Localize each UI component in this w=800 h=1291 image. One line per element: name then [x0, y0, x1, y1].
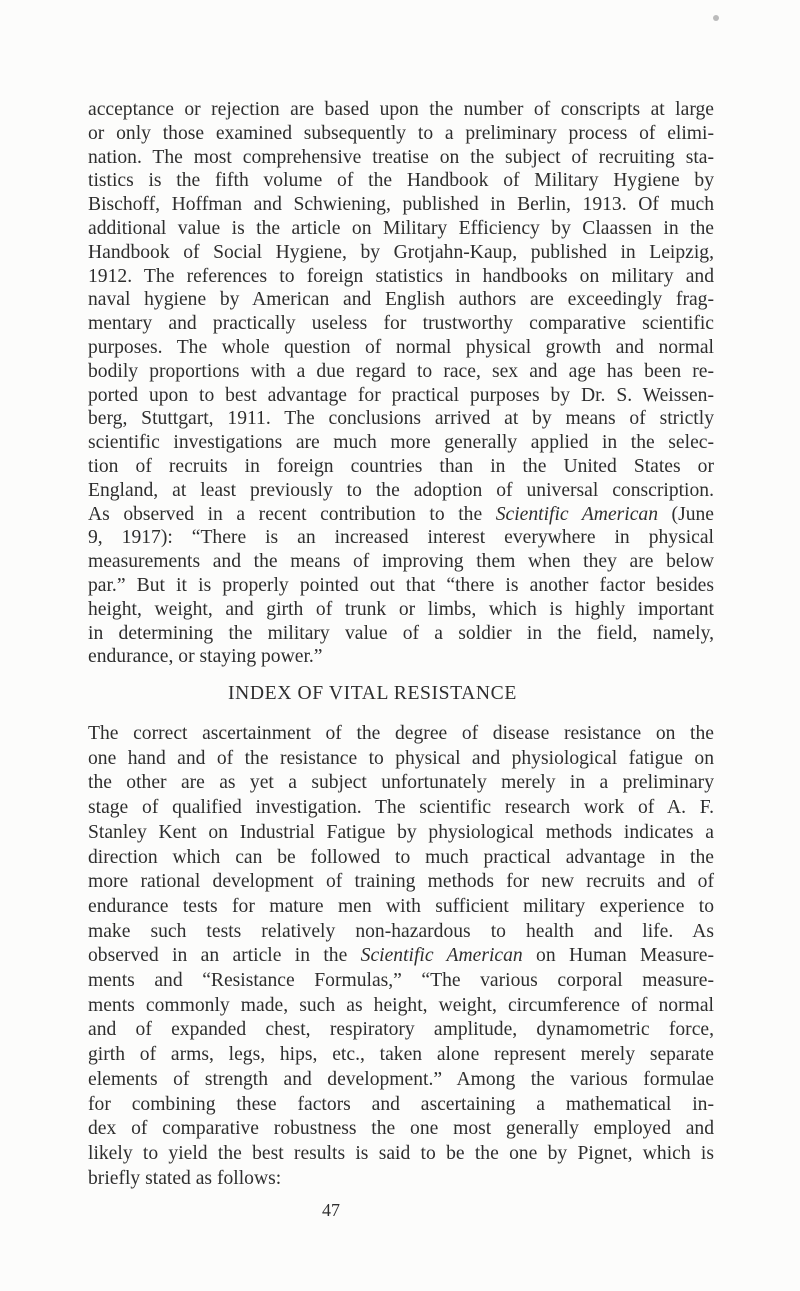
text-line — [88, 385, 714, 407]
text-line — [88, 1069, 714, 1091]
text-segment: in determining the military value of a soldier in the field, namely, — [88, 622, 714, 644]
text-segment: one hand and of the resistance to physical and physiological fatigue on — [88, 747, 714, 769]
text-line — [88, 723, 714, 745]
text-line — [88, 646, 714, 668]
text-line — [88, 847, 714, 869]
text-line — [88, 1168, 714, 1190]
text-segment: make such tests relatively non-hazardous to health and life. As — [88, 920, 714, 942]
text-line — [88, 1118, 714, 1140]
text-segment: (June — [658, 503, 714, 525]
text-line — [88, 1019, 714, 1041]
text-line — [88, 218, 714, 240]
text-line — [88, 748, 714, 770]
text-line — [88, 945, 714, 967]
text-line — [88, 1044, 714, 1066]
text-segment: naval hygiene by American and English authors are exceedingly frag- — [88, 289, 714, 311]
text-line — [88, 623, 714, 645]
text-segment: endurance tests for mature men with sufficient military experience to — [88, 895, 714, 917]
text-line — [88, 599, 714, 621]
text-segment: par.” But it is properly pointed out that “there is another factor besides — [88, 575, 714, 596]
text-line — [88, 266, 714, 288]
text-segment: more rational development of training methods for new recruits and of — [88, 871, 714, 893]
text-line — [88, 797, 714, 819]
text-line — [88, 921, 714, 943]
text-line — [88, 1094, 714, 1116]
text-segment: tion of recruits in foreign countries than in the United States or — [88, 456, 714, 477]
text-segment: stage of qualified investigation. The scientific research work of A. F. — [88, 797, 714, 819]
text-segment: tistics is the fifth volume of the Handbook of Military Hygiene by — [88, 170, 714, 192]
text-segment: the other are as yet a subject unfortunately merely in a preliminary — [88, 772, 714, 794]
text-line — [88, 99, 714, 121]
text-segment: direction which can be followed to much practical advantage in the — [88, 846, 714, 868]
text-segment: ments and “Resistance Formulas,” “The various corporal measure- — [88, 970, 714, 991]
text-segment: height, weight, and girth of trunk or limbs, which is highly important — [88, 598, 714, 620]
text-line — [88, 408, 714, 430]
text-line — [88, 480, 714, 502]
text-segment: Stanley Kent on Industrial Fatigue by physiological methods indicates a — [88, 821, 714, 843]
text-segment: England, at least previously to the adoption of universal conscription. — [88, 479, 714, 501]
italic-title: Scientific American — [495, 503, 658, 525]
text-line — [88, 896, 714, 918]
page-number: 47 — [322, 1200, 340, 1220]
text-segment: endurance, or staying power.” — [88, 646, 323, 668]
text-segment: acceptance or rejection are based upon the number of conscripts at large — [88, 99, 714, 120]
text-segment: observed in an article in the — [88, 945, 361, 967]
text-line — [88, 970, 714, 992]
text-line — [88, 527, 714, 549]
text-segment: on Human Measure- — [522, 945, 714, 967]
text-segment: As observed in a recent contribution to the — [88, 503, 496, 525]
text-segment: berg, Stuttgart, 1911. The conclusions arrived at by means of strictly — [88, 408, 714, 430]
text-line — [88, 504, 714, 526]
text-line — [88, 551, 714, 573]
text-segment: nation. The most comprehensive treatise on the subject of recruiting sta- — [88, 146, 714, 168]
text-line — [88, 194, 714, 216]
text-line — [88, 123, 714, 145]
text-segment: briefly stated as follows: — [88, 1167, 282, 1189]
text-segment: 1912. The references to foreign statistics in handbooks on military and — [88, 265, 714, 287]
text-segment: purposes. The whole question of normal physical growth and normal — [88, 337, 714, 358]
text-segment: scientific investigations are much more generally applied in the selec- — [88, 432, 714, 454]
text-line — [88, 170, 714, 192]
text-segment: Handbook of Social Hygiene, by Grotjahn-Kaup, published in Leipzig, — [88, 241, 714, 263]
text-line — [88, 995, 714, 1017]
text-segment: The correct ascertainment of the degree of disease resistance on the — [88, 723, 714, 744]
text-line — [88, 313, 714, 335]
page-speck — [713, 15, 719, 21]
text-segment: mentary and practically useless for trustworthy comparative scientific — [88, 313, 714, 335]
text-line — [88, 289, 714, 311]
text-segment: likely to yield the best results is said to be the one by Pignet, which is — [88, 1142, 714, 1164]
text-line — [88, 147, 714, 169]
text-segment: ported upon to best advantage for practical purposes by Dr. S. Weissen- — [88, 384, 714, 406]
text-segment: and of expanded chest, respiratory amplitude, dynamometric force, — [88, 1019, 714, 1041]
text-segment: girth of arms, legs, hips, etc., taken alone represent merely separate — [88, 1044, 714, 1066]
text-line — [88, 432, 714, 454]
text-segment: for combining these factors and ascertaining a mathematical in- — [88, 1093, 714, 1115]
text-segment: 9, 1917): “There is an increased interest everywhere in physical — [88, 527, 714, 549]
text-line — [88, 772, 714, 794]
section-heading: INDEX OF VITAL RESISTANCE — [228, 683, 517, 704]
text-line — [88, 575, 714, 597]
text-line — [88, 871, 714, 893]
text-segment: dex of comparative robustness the one most generally employed and — [88, 1118, 714, 1140]
italic-title: Scientific American — [360, 945, 523, 967]
text-segment: additional value is the article on Military Efficiency by Claassen in the — [88, 218, 714, 239]
text-line — [88, 361, 714, 383]
text-line — [88, 822, 714, 844]
text-segment: bodily proportions with a due regard to race, sex and age has been re- — [88, 360, 714, 382]
text-line — [88, 1143, 714, 1165]
text-segment: measurements and the means of improving them when they are below — [88, 551, 714, 573]
text-segment: elements of strength and development.” Among the various formulae — [88, 1068, 714, 1090]
text-line — [88, 242, 714, 264]
text-line — [88, 456, 714, 478]
text-segment: Bischoff, Hoffman and Schwiening, published in Berlin, 1913. Of much — [88, 194, 714, 216]
text-segment: or only those examined subsequently to a preliminary process of elimi- — [88, 122, 714, 144]
text-line — [88, 337, 714, 359]
text-segment: ments commonly made, such as height, weight, circumference of normal — [88, 994, 714, 1016]
